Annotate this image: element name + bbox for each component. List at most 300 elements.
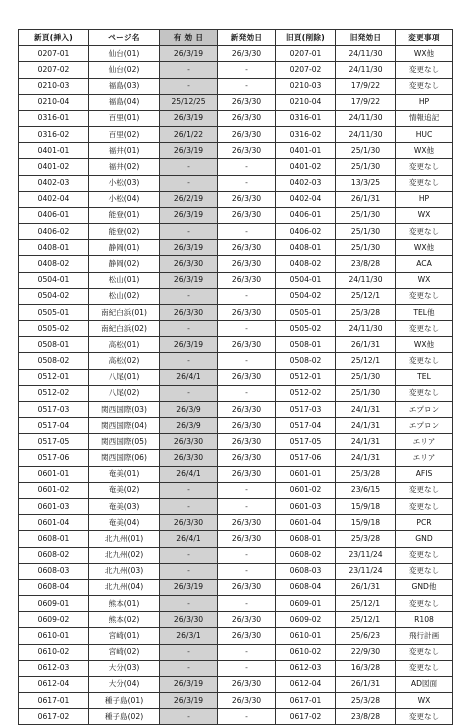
change-item-cell: AFIS: [396, 466, 453, 482]
table-row: [19, 644, 453, 660]
header-row: [19, 30, 453, 46]
page-name-cell: 北九州(02): [89, 547, 160, 563]
page-name-cell: 能登(02): [89, 224, 160, 240]
effective-date-cell: -: [160, 224, 218, 240]
old-issue-date-cell: 26/1/31: [336, 579, 396, 595]
effective-date-cell: -: [160, 288, 218, 304]
old-page-cell: 0401-01: [276, 143, 336, 159]
effective-date-cell: 26/3/30: [160, 434, 218, 450]
table-row: [19, 62, 453, 78]
effective-date-cell: -: [160, 596, 218, 612]
change-item-cell: エリア: [396, 434, 453, 450]
new-issue-date-cell: 26/3/30: [218, 94, 276, 110]
effective-date-cell: -: [160, 644, 218, 660]
new-issue-date-cell: -: [218, 482, 276, 498]
page-name-cell: 北九州(04): [89, 579, 160, 595]
old-issue-date-cell: 25/12/1: [336, 353, 396, 369]
effective-date-cell: 26/1/22: [160, 127, 218, 143]
page-name-cell: 奄美(01): [89, 466, 160, 482]
old-issue-date-cell: 24/1/31: [336, 434, 396, 450]
old-page-cell: 0406-02: [276, 224, 336, 240]
change-item-cell: AD図面: [396, 676, 453, 692]
table-row: [19, 482, 453, 498]
new-page-cell: 0408-02: [19, 256, 89, 272]
effective-date-cell: 26/3/19: [160, 207, 218, 223]
effective-date-cell: -: [160, 321, 218, 337]
old-page-cell: 0401-02: [276, 159, 336, 175]
new-page-cell: 0612-04: [19, 676, 89, 692]
change-item-cell: 変更なし: [396, 547, 453, 563]
old-page-cell: 0505-02: [276, 321, 336, 337]
effective-date-cell: 26/3/19: [160, 143, 218, 159]
effective-date-cell: -: [160, 482, 218, 498]
page-name-cell: 仙台(01): [89, 46, 160, 62]
page-name-cell: 関西国際(06): [89, 450, 160, 466]
new-page-cell: 0601-02: [19, 482, 89, 498]
old-page-cell: 0402-04: [276, 191, 336, 207]
effective-date-cell: 26/3/1: [160, 628, 218, 644]
new-page-cell: 0504-02: [19, 288, 89, 304]
page-name-cell: 奄美(02): [89, 482, 160, 498]
table-row: [19, 224, 453, 240]
old-issue-date-cell: 25/1/30: [336, 369, 396, 385]
effective-date-cell: 26/4/1: [160, 466, 218, 482]
old-page-cell: 0517-04: [276, 418, 336, 434]
old-issue-date-cell: 23/8/28: [336, 256, 396, 272]
old-issue-date-cell: 15/9/18: [336, 515, 396, 531]
page-name-cell: 小松(03): [89, 175, 160, 191]
effective-date-cell: 26/3/19: [160, 579, 218, 595]
table-row: [19, 175, 453, 191]
new-page-cell: 0210-04: [19, 94, 89, 110]
new-issue-date-cell: 26/3/30: [218, 450, 276, 466]
change-item-cell: 変更なし: [396, 321, 453, 337]
table-row: [19, 418, 453, 434]
new-page-cell: 0517-03: [19, 401, 89, 417]
effective-date-cell: 26/3/19: [160, 337, 218, 353]
old-page-cell: 0504-02: [276, 288, 336, 304]
old-issue-date-cell: 25/1/30: [336, 143, 396, 159]
old-page-cell: 0512-02: [276, 385, 336, 401]
old-page-cell: 0601-01: [276, 466, 336, 482]
change-item-cell: HP: [396, 191, 453, 207]
change-item-cell: 変更なし: [396, 224, 453, 240]
page-name-cell: 八尾(02): [89, 385, 160, 401]
old-page-cell: 0210-04: [276, 94, 336, 110]
new-issue-date-cell: -: [218, 596, 276, 612]
table-row: [19, 159, 453, 175]
change-item-cell: HP: [396, 94, 453, 110]
old-page-cell: 0601-04: [276, 515, 336, 531]
change-item-cell: 変更なし: [396, 385, 453, 401]
page-name-cell: 奄美(03): [89, 498, 160, 514]
new-issue-date-cell: -: [218, 644, 276, 660]
old-issue-date-cell: 25/3/28: [336, 693, 396, 709]
new-page-cell: 0517-04: [19, 418, 89, 434]
table-row: [19, 78, 453, 94]
old-page-cell: 0610-02: [276, 644, 336, 660]
new-issue-date-cell: -: [218, 175, 276, 191]
old-page-cell: 0512-01: [276, 369, 336, 385]
table-row: [19, 660, 453, 676]
old-issue-date-cell: 24/1/31: [336, 418, 396, 434]
old-issue-date-cell: 25/1/30: [336, 207, 396, 223]
effective-date-cell: 26/2/19: [160, 191, 218, 207]
new-page-cell: 0609-02: [19, 612, 89, 628]
table-row: [19, 304, 453, 320]
new-issue-date-cell: 26/3/30: [218, 628, 276, 644]
effective-date-cell: -: [160, 385, 218, 401]
header-page-name: ページ名: [89, 30, 160, 46]
new-issue-date-cell: 26/3/30: [218, 434, 276, 450]
header-new-issue-date: 新発効日: [218, 30, 276, 46]
old-issue-date-cell: 24/1/31: [336, 401, 396, 417]
old-page-cell: 0608-02: [276, 547, 336, 563]
table-row: [19, 401, 453, 417]
change-item-cell: TEL他: [396, 304, 453, 320]
old-page-cell: 0612-04: [276, 676, 336, 692]
new-issue-date-cell: 26/3/30: [218, 127, 276, 143]
change-item-cell: HUC: [396, 127, 453, 143]
new-issue-date-cell: -: [218, 78, 276, 94]
old-issue-date-cell: 26/1/31: [336, 676, 396, 692]
effective-date-cell: 26/3/19: [160, 46, 218, 62]
effective-date-cell: 26/3/19: [160, 272, 218, 288]
old-page-cell: 0508-01: [276, 337, 336, 353]
old-issue-date-cell: 25/6/23: [336, 628, 396, 644]
change-item-cell: TEL: [396, 369, 453, 385]
page-name-cell: 種子島(02): [89, 709, 160, 725]
page-name-cell: 福島(04): [89, 94, 160, 110]
old-issue-date-cell: 13/3/25: [336, 175, 396, 191]
new-issue-date-cell: 26/3/30: [218, 240, 276, 256]
table-row: [19, 240, 453, 256]
page-name-cell: 高松(01): [89, 337, 160, 353]
change-item-cell: 変更なし: [396, 596, 453, 612]
revision-table-container: [18, 29, 453, 725]
new-page-cell: 0401-01: [19, 143, 89, 159]
old-issue-date-cell: 17/9/22: [336, 94, 396, 110]
old-issue-date-cell: 25/3/28: [336, 304, 396, 320]
old-page-cell: 0617-01: [276, 693, 336, 709]
old-issue-date-cell: 23/8/28: [336, 709, 396, 725]
old-issue-date-cell: 24/11/30: [336, 272, 396, 288]
old-page-cell: 0617-02: [276, 709, 336, 725]
change-item-cell: 変更なし: [396, 498, 453, 514]
old-page-cell: 0505-01: [276, 304, 336, 320]
effective-date-cell: 26/3/30: [160, 612, 218, 628]
header-change-item: 変更事項: [396, 30, 453, 46]
page-name-cell: 高松(02): [89, 353, 160, 369]
old-issue-date-cell: 22/9/30: [336, 644, 396, 660]
change-item-cell: 変更なし: [396, 159, 453, 175]
old-page-cell: 0517-05: [276, 434, 336, 450]
new-issue-date-cell: -: [218, 498, 276, 514]
old-page-cell: 0504-01: [276, 272, 336, 288]
new-issue-date-cell: 26/3/30: [218, 369, 276, 385]
effective-date-cell: 26/3/19: [160, 693, 218, 709]
table-row: [19, 110, 453, 126]
old-issue-date-cell: 24/1/31: [336, 450, 396, 466]
old-page-cell: 0517-03: [276, 401, 336, 417]
revision-table: [18, 29, 453, 725]
table-row: [19, 353, 453, 369]
table-row: [19, 709, 453, 725]
page-name-cell: 南紀白浜(01): [89, 304, 160, 320]
old-issue-date-cell: 25/12/1: [336, 612, 396, 628]
new-page-cell: 0207-02: [19, 62, 89, 78]
table-row: [19, 450, 453, 466]
change-item-cell: GND他: [396, 579, 453, 595]
new-page-cell: 0517-06: [19, 450, 89, 466]
table-row: [19, 466, 453, 482]
effective-date-cell: -: [160, 547, 218, 563]
change-item-cell: PCR: [396, 515, 453, 531]
page-name-cell: 関西国際(05): [89, 434, 160, 450]
change-item-cell: 変更なし: [396, 353, 453, 369]
page-name-cell: 奄美(04): [89, 515, 160, 531]
old-page-cell: 0612-03: [276, 660, 336, 676]
effective-date-cell: 26/3/9: [160, 418, 218, 434]
table-row: [19, 46, 453, 62]
effective-date-cell: 26/3/30: [160, 515, 218, 531]
new-page-cell: 0610-01: [19, 628, 89, 644]
change-item-cell: 変更なし: [396, 62, 453, 78]
new-page-cell: 0617-01: [19, 693, 89, 709]
old-issue-date-cell: 23/6/15: [336, 482, 396, 498]
new-issue-date-cell: 26/3/30: [218, 466, 276, 482]
change-item-cell: 情報追記: [396, 110, 453, 126]
page-name-cell: 大分(04): [89, 676, 160, 692]
change-item-cell: 変更なし: [396, 482, 453, 498]
page-name-cell: 静岡(02): [89, 256, 160, 272]
old-issue-date-cell: 24/11/30: [336, 127, 396, 143]
old-issue-date-cell: 25/12/1: [336, 288, 396, 304]
new-issue-date-cell: 26/3/30: [218, 143, 276, 159]
table-row: [19, 531, 453, 547]
table-row: [19, 288, 453, 304]
new-issue-date-cell: 26/3/30: [218, 304, 276, 320]
new-page-cell: 0207-01: [19, 46, 89, 62]
old-page-cell: 0316-01: [276, 110, 336, 126]
new-issue-date-cell: -: [218, 709, 276, 725]
table-row: [19, 369, 453, 385]
new-page-cell: 0401-02: [19, 159, 89, 175]
table-row: [19, 434, 453, 450]
page-name-cell: 百里(01): [89, 110, 160, 126]
old-page-cell: 0609-02: [276, 612, 336, 628]
change-item-cell: WX他: [396, 240, 453, 256]
new-page-cell: 0406-01: [19, 207, 89, 223]
page-name-cell: 熊本(01): [89, 596, 160, 612]
page-name-cell: 南紀白浜(02): [89, 321, 160, 337]
old-issue-date-cell: 26/1/31: [336, 337, 396, 353]
change-item-cell: WX: [396, 272, 453, 288]
new-issue-date-cell: -: [218, 385, 276, 401]
table-row: [19, 385, 453, 401]
new-issue-date-cell: -: [218, 62, 276, 78]
table-row: [19, 612, 453, 628]
table-row: [19, 272, 453, 288]
old-issue-date-cell: 25/1/30: [336, 385, 396, 401]
new-issue-date-cell: 26/3/30: [218, 579, 276, 595]
old-issue-date-cell: 23/11/24: [336, 563, 396, 579]
effective-date-cell: 26/3/30: [160, 304, 218, 320]
old-page-cell: 0508-02: [276, 353, 336, 369]
new-page-cell: 0505-02: [19, 321, 89, 337]
change-item-cell: 変更なし: [396, 563, 453, 579]
old-page-cell: 0610-01: [276, 628, 336, 644]
new-issue-date-cell: 26/3/30: [218, 418, 276, 434]
table-row: [19, 693, 453, 709]
effective-date-cell: 26/3/19: [160, 240, 218, 256]
page-name-cell: 宮崎(01): [89, 628, 160, 644]
old-issue-date-cell: 26/1/31: [336, 191, 396, 207]
old-page-cell: 0608-04: [276, 579, 336, 595]
change-item-cell: GND: [396, 531, 453, 547]
page-name-cell: 関西国際(03): [89, 401, 160, 417]
old-page-cell: 0608-03: [276, 563, 336, 579]
effective-date-cell: 26/3/30: [160, 450, 218, 466]
old-page-cell: 0608-01: [276, 531, 336, 547]
change-item-cell: WX: [396, 693, 453, 709]
new-page-cell: 0316-01: [19, 110, 89, 126]
new-issue-date-cell: 26/3/30: [218, 207, 276, 223]
page-name-cell: 福井(01): [89, 143, 160, 159]
old-page-cell: 0408-02: [276, 256, 336, 272]
effective-date-cell: -: [160, 498, 218, 514]
page-name-cell: 八尾(01): [89, 369, 160, 385]
table-row: [19, 515, 453, 531]
change-item-cell: エプロン: [396, 418, 453, 434]
new-page-cell: 0406-02: [19, 224, 89, 240]
new-page-cell: 0402-04: [19, 191, 89, 207]
new-page-cell: 0608-02: [19, 547, 89, 563]
new-issue-date-cell: -: [218, 321, 276, 337]
new-issue-date-cell: -: [218, 288, 276, 304]
page-name-cell: 能登(01): [89, 207, 160, 223]
table-row: [19, 547, 453, 563]
header-old-issue-date: 旧発効日: [336, 30, 396, 46]
header-effective-date: 有 効 日: [160, 30, 218, 46]
header-new-page: 新頁(挿入): [19, 30, 89, 46]
new-issue-date-cell: 26/3/30: [218, 401, 276, 417]
effective-date-cell: -: [160, 78, 218, 94]
page-name-cell: 福井(02): [89, 159, 160, 175]
table-row: [19, 498, 453, 514]
page-name-cell: 熊本(02): [89, 612, 160, 628]
table-row: [19, 207, 453, 223]
page-name-cell: 松山(01): [89, 272, 160, 288]
effective-date-cell: -: [160, 709, 218, 725]
new-issue-date-cell: -: [218, 660, 276, 676]
table-row: [19, 143, 453, 159]
page-name-cell: 小松(04): [89, 191, 160, 207]
effective-date-cell: -: [160, 353, 218, 369]
old-page-cell: 0601-02: [276, 482, 336, 498]
page-name-cell: 関西国際(04): [89, 418, 160, 434]
new-issue-date-cell: 26/3/30: [218, 191, 276, 207]
effective-date-cell: 26/3/30: [160, 256, 218, 272]
page-name-cell: 種子島(01): [89, 693, 160, 709]
table-row: [19, 337, 453, 353]
old-issue-date-cell: 17/9/22: [336, 78, 396, 94]
new-issue-date-cell: -: [218, 563, 276, 579]
new-issue-date-cell: -: [218, 547, 276, 563]
new-page-cell: 0608-04: [19, 579, 89, 595]
page-name-cell: 百里(02): [89, 127, 160, 143]
old-page-cell: 0207-02: [276, 62, 336, 78]
new-issue-date-cell: -: [218, 224, 276, 240]
old-issue-date-cell: 24/11/30: [336, 110, 396, 126]
old-page-cell: 0402-03: [276, 175, 336, 191]
new-page-cell: 0601-03: [19, 498, 89, 514]
new-page-cell: 0512-02: [19, 385, 89, 401]
old-issue-date-cell: 15/9/18: [336, 498, 396, 514]
change-item-cell: 変更なし: [396, 709, 453, 725]
old-page-cell: 0210-03: [276, 78, 336, 94]
effective-date-cell: -: [160, 563, 218, 579]
change-item-cell: ACA: [396, 256, 453, 272]
old-page-cell: 0316-02: [276, 127, 336, 143]
effective-date-cell: -: [160, 159, 218, 175]
new-issue-date-cell: 26/3/30: [218, 676, 276, 692]
change-item-cell: 変更なし: [396, 644, 453, 660]
new-page-cell: 0609-01: [19, 596, 89, 612]
new-page-cell: 0408-01: [19, 240, 89, 256]
page-name-cell: 福島(03): [89, 78, 160, 94]
table-row: [19, 676, 453, 692]
new-issue-date-cell: -: [218, 353, 276, 369]
change-item-cell: 変更なし: [396, 78, 453, 94]
new-page-cell: 0512-01: [19, 369, 89, 385]
page-name-cell: 静岡(01): [89, 240, 160, 256]
change-item-cell: WX他: [396, 143, 453, 159]
new-page-cell: 0617-02: [19, 709, 89, 725]
new-page-cell: 0612-03: [19, 660, 89, 676]
table-row: [19, 127, 453, 143]
page-name-cell: 北九州(03): [89, 563, 160, 579]
old-page-cell: 0406-01: [276, 207, 336, 223]
new-issue-date-cell: 26/3/30: [218, 515, 276, 531]
old-issue-date-cell: 25/1/30: [336, 224, 396, 240]
new-issue-date-cell: -: [218, 159, 276, 175]
old-issue-date-cell: 23/11/24: [336, 547, 396, 563]
old-issue-date-cell: 25/1/30: [336, 159, 396, 175]
effective-date-cell: 25/12/25: [160, 94, 218, 110]
page-name-cell: 大分(03): [89, 660, 160, 676]
header-old-page: 旧頁(削除): [276, 30, 336, 46]
change-item-cell: WX他: [396, 46, 453, 62]
new-issue-date-cell: 26/3/30: [218, 337, 276, 353]
old-issue-date-cell: 16/3/28: [336, 660, 396, 676]
page-name-cell: 松山(02): [89, 288, 160, 304]
old-page-cell: 0207-01: [276, 46, 336, 62]
table-row: [19, 321, 453, 337]
table-row: [19, 579, 453, 595]
page-name-cell: 宮崎(02): [89, 644, 160, 660]
effective-date-cell: 26/4/1: [160, 531, 218, 547]
table-row: [19, 191, 453, 207]
new-page-cell: 0610-02: [19, 644, 89, 660]
table-row: [19, 256, 453, 272]
new-page-cell: 0402-03: [19, 175, 89, 191]
change-item-cell: 変更なし: [396, 660, 453, 676]
old-page-cell: 0408-01: [276, 240, 336, 256]
change-item-cell: 変更なし: [396, 175, 453, 191]
new-page-cell: 0505-01: [19, 304, 89, 320]
change-item-cell: R108: [396, 612, 453, 628]
